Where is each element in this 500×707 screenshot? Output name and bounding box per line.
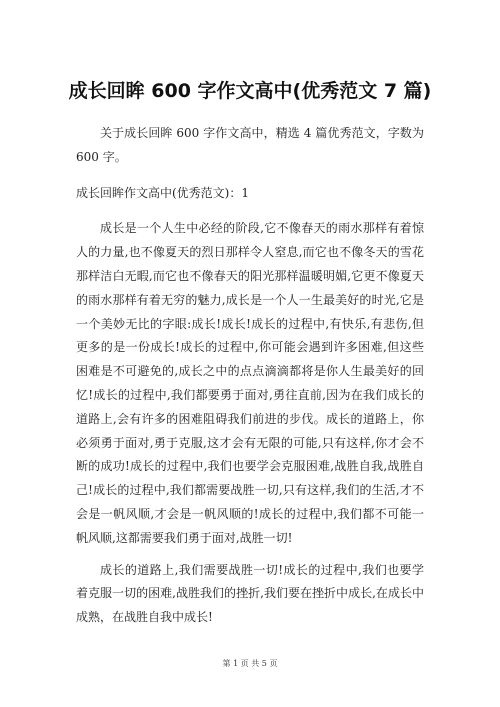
body-paragraph-2: 成长的道路上,我们需要战胜一切!成长的过程中,我们也要学着克服一切的困难,战胜我们的挫折,我们要在挫折中成长,在成长中成熟，在战胜自我中成长! [76, 562, 424, 625]
section-heading: 成长回眸作文高中(优秀范文)：1 [76, 185, 249, 200]
page-footer: 第 1 页 共 5 页 [222, 659, 278, 668]
document-title: 成长回眸 600 字作文高中(优秀范文 7 篇) [68, 80, 432, 102]
intro-paragraph: 关于成长回眸 600 字作文高中，精选 4 篇优秀范文，字数为 600 字。 [76, 126, 424, 164]
body-paragraph-1: 成长是一个人生中必经的阶段,它不像春天的雨水那样有着惊人的力量,也不像夏天的烈日那样令人窒息,而它也不像冬天的雪花那样洁白无暇,而它也不像春天的阳光那样温暖明媚,它更不像夏天的雨水那样有着无穷的魅力,成长是一个人一生最美好的时光,它是一个美妙无比的字眼:成长!成长!成长的过程中,有快乐,有悲伤,但更多的是一份成长!成长的过程中,你可能会遇到许多困难,但这些困难是不可避免的,成长之中的点点滴滴都将是你人生最美好的回忆!成长的过程中,我们都要勇于面对,勇往直前,因为在我们成长的道路上,会有许多的困难阻碍我们前进的步伐。成长的道路上，你必须勇于面对,勇于克服,这才会有无限的可能,只有这样,你才会不断的成功!成长的过程中,我们也要学会克服困难,战胜自我,战胜自己!成长的过程中,我们都需要战胜一切,只有这样,我们的生活,才不会是一帆风顺,才会是一帆风顺的!成长的过程中,我们都不可能一帆风顺,这都需要我们勇于面对,战胜一切! [76, 221, 424, 545]
document-body [76, 122, 424, 630]
